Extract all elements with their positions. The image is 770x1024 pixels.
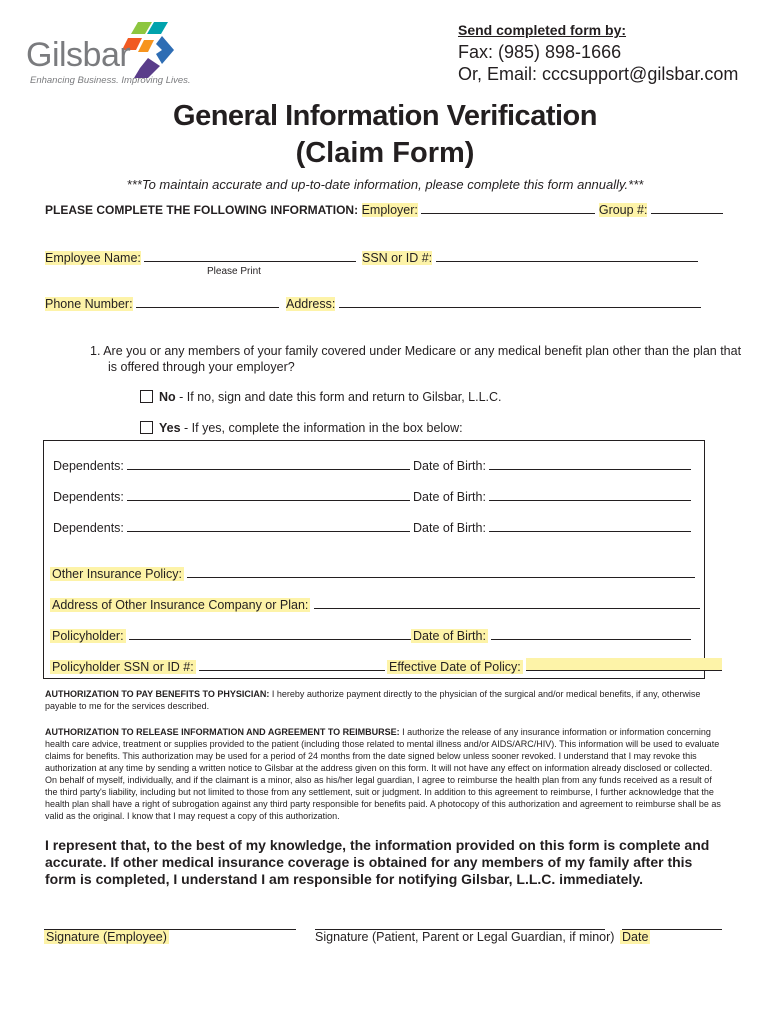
other-company-label: Address of Other Insurance Company or Plan: [52, 598, 309, 612]
policyholder-ssn-row [50, 658, 385, 674]
logo-tagline: Enhancing Business. Improving Lives. [30, 75, 191, 86]
ssn-field[interactable] [436, 249, 698, 262]
form-subtitle-claim: (Claim Form) [295, 137, 475, 169]
dependent-2-field[interactable] [127, 488, 410, 501]
employer-field[interactable] [421, 201, 595, 214]
no-checkbox[interactable] [140, 390, 153, 403]
dependents-label: Dependents: [53, 490, 124, 504]
auth-release-text: I authorize the release of any insurance information or information concerning health care advice, treatment or supplies provided to the patient (including those related to mental illness and/or AIDS/ARC/HIV). This information will be used to evaluate claims for benefits. This authorization may be used for a period of 24 months from the date signed below unless sooner revoked. I understand that I may revoke this authorization at any time by sending a written notice to Gilsbar at the address given on this form. It will not have any effect on information already disclosed or collected. On behalf of myself, individually, and if the claimant is a minor, also as his/her legal guardian, I agree to reimburse the health plan from any funds received as a result of the third party's liability, including but not limited to those from any settlement, suit or judgment. In addition to this agreement to reimburse, I further acknowledge that the health plan shall have a right of subrogation against any third party responsible for benefits paid. A photocopy of this authorization and agreement to reimburse shall be as valid as the original. I know that I may request a copy of this authorization. [45, 727, 721, 821]
policyholder-dob-field[interactable] [491, 627, 691, 640]
no-text: - If no, sign and date this form and return to Gilsbar, L.L.C. [175, 390, 502, 404]
dependent-dob-row-1 [413, 457, 691, 473]
phone-field[interactable] [136, 295, 279, 308]
other-company-row [50, 596, 700, 612]
employer-label: Employer: [361, 203, 418, 217]
dependents-label: Dependents: [53, 521, 124, 535]
effective-date-row [387, 658, 722, 674]
policyholder-ssn-field[interactable] [199, 658, 385, 671]
certification-statement: I represent that, to the best of my knowledge, the information provided on this form is complete and accurate. If other medical insurance coverage is obtained for any members of my family after this form is completed, I understand I am responsible for notifying Gilsbar, L.L.C. immediately. [45, 837, 710, 887]
policyholder-row [50, 627, 411, 643]
dependent-row-2 [53, 488, 410, 504]
address-field[interactable] [339, 295, 701, 308]
group-field[interactable] [651, 201, 723, 214]
send-heading: Send completed form by: [458, 22, 627, 38]
date-signature-label: Date [622, 930, 649, 944]
please-print-note: Please Print [207, 266, 261, 277]
employee-name-label: Employee Name: [45, 251, 141, 265]
auth-pay-benefits [45, 688, 715, 712]
other-policy-row [50, 565, 695, 581]
support-email: Or, Email: cccsupport@gilsbar.com [458, 64, 739, 84]
employee-signature-label: Signature (Employee) [46, 930, 167, 944]
policyholder-label: Policyholder: [52, 629, 124, 643]
patient-signature-line[interactable] [315, 915, 605, 930]
gilsbar-logo [26, 18, 191, 86]
dependent-1-field[interactable] [127, 457, 410, 470]
dependent-dob-row-2 [413, 488, 691, 504]
policyholder-ssn-label: Policyholder SSN or ID #: [52, 660, 194, 674]
date-signature-line[interactable] [622, 915, 722, 930]
auth-release-heading: AUTHORIZATION TO RELEASE INFORMATION AND AGREEMENT TO REIMBURSE: [45, 727, 400, 737]
address-line [286, 295, 701, 311]
group-label: Group #: [598, 203, 648, 217]
question-line-2: is offered through your employer? [108, 360, 295, 374]
other-policy-field[interactable] [187, 565, 695, 578]
effective-date-label: Effective Date of Policy: [389, 660, 521, 674]
instruction-text: PLEASE COMPLETE THE FOLLOWING INFORMATION: [45, 203, 359, 217]
dependent-2-dob-field[interactable] [489, 488, 691, 501]
yes-text: - If yes, complete the information in the box below: [180, 421, 463, 435]
employee-line [45, 249, 356, 265]
question-line-1: 1. Are you or any members of your family covered under Medicare or any medical benefit plan other than the plan that [90, 344, 742, 358]
ssn-label: SSN or ID #: [362, 251, 433, 265]
effective-date-field[interactable] [526, 658, 722, 671]
auth-pay-text: I hereby authorize payment directly to the physician of the surgical and/or medical benefits, if any, otherwise payable to me for the services described. [45, 689, 701, 711]
dependent-row-3 [53, 519, 410, 535]
dob-label: Date of Birth: [413, 459, 486, 473]
phone-line [45, 295, 279, 311]
policyholder-dob-label: Date of Birth: [413, 629, 486, 643]
other-company-field[interactable] [314, 596, 700, 609]
no-option [140, 390, 502, 404]
dependent-dob-row-3 [413, 519, 691, 535]
annual-note: ***To maintain accurate and up-to-date information, please complete this form annually.*** [126, 177, 644, 192]
fax-number: Fax: (985) 898-1666 [458, 42, 622, 62]
other-policy-label: Other Insurance Policy: [52, 567, 182, 581]
address-label: Address: [286, 297, 336, 311]
dependent-row-1 [53, 457, 410, 473]
dependents-label: Dependents: [53, 459, 124, 473]
yes-checkbox[interactable] [140, 421, 153, 434]
employee-signature-line[interactable] [44, 915, 296, 930]
dependent-3-field[interactable] [127, 519, 410, 532]
dob-label: Date of Birth: [413, 490, 486, 504]
other-coverage-box [43, 440, 705, 679]
patient-signature-label: Signature (Patient, Parent or Legal Guardian, if minor) [315, 930, 615, 944]
policyholder-dob-row [411, 627, 691, 643]
yes-label: Yes [159, 421, 181, 435]
policyholder-field[interactable] [129, 627, 411, 640]
employee-name-field[interactable] [144, 249, 356, 262]
yes-option [140, 421, 463, 435]
auth-pay-heading: AUTHORIZATION TO PAY BENEFITS TO PHYSICIAN: [45, 689, 270, 699]
dob-label: Date of Birth: [413, 521, 486, 535]
no-label: No [159, 390, 176, 404]
question-text [90, 343, 742, 375]
ssn-line [362, 249, 698, 265]
instruction-line [45, 201, 723, 217]
phone-label: Phone Number: [45, 297, 133, 311]
auth-release-info [45, 726, 725, 822]
dependent-3-dob-field[interactable] [489, 519, 691, 532]
dependent-1-dob-field[interactable] [489, 457, 691, 470]
form-title: General Information Verification [173, 100, 597, 132]
logo-text: Gilsbar [26, 36, 131, 74]
